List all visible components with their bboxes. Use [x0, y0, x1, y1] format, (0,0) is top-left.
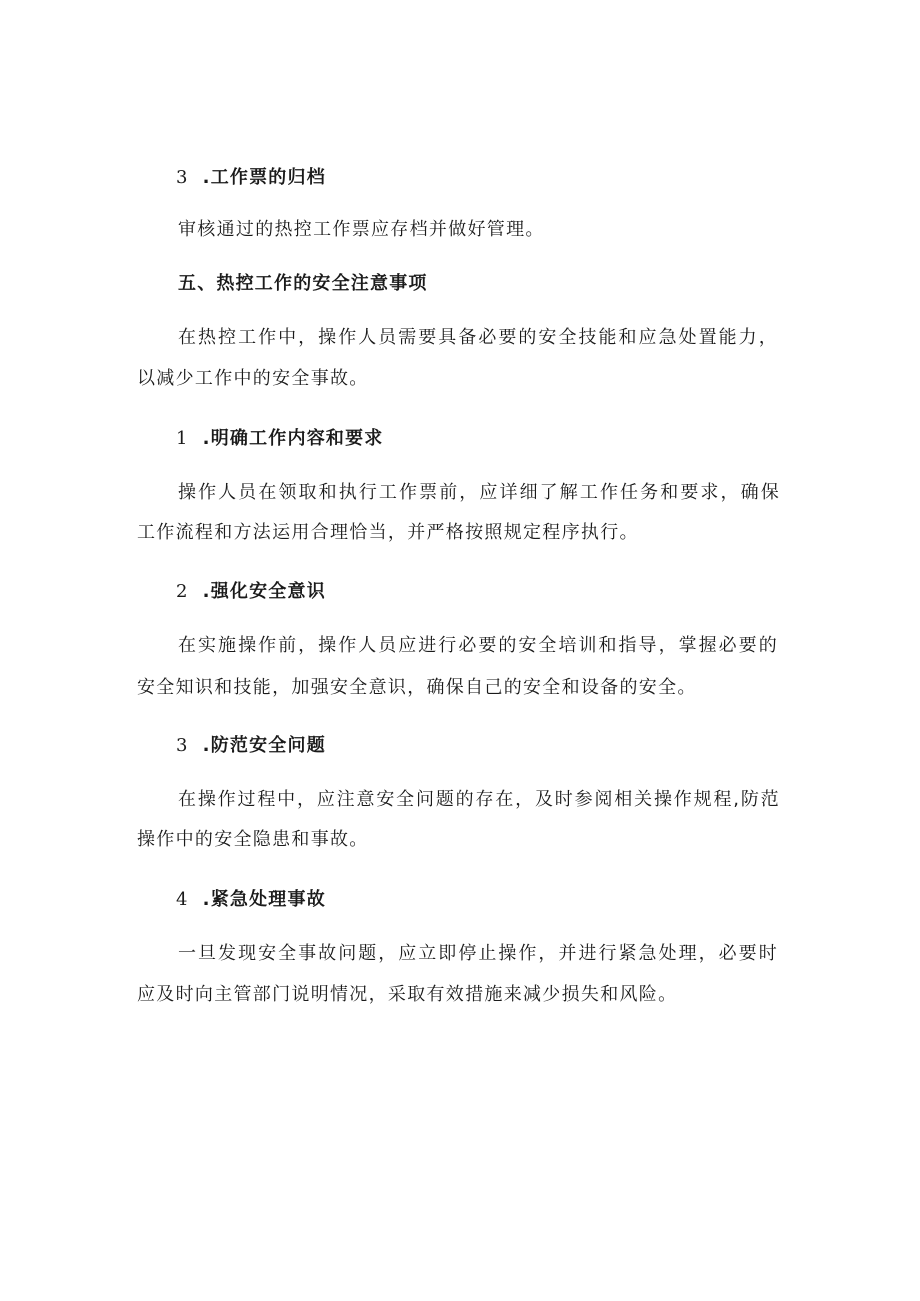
paragraph-clarify-line-2: 工作流程和方法运用合理恰当，并严格按照规定程序执行。 [137, 522, 639, 543]
heading-number: 4 [176, 889, 189, 910]
heading-title: .防范安全问题 [202, 735, 326, 756]
heading-number: 3 [176, 735, 189, 756]
subsection-heading-emergency [176, 887, 326, 913]
section-heading-safety: 五、热控工作的安全注意事项 [178, 273, 428, 294]
subsection-heading-clarify [176, 426, 384, 452]
heading-number: 3 [176, 167, 189, 188]
paragraph-prevention-line-2: 操作中的安全隐患和事故。 [137, 829, 369, 850]
subsection-heading-prevention [176, 733, 326, 759]
paragraph-awareness-line-2: 安全知识和技能，加强安全意识，确保自己的安全和设备的安全。 [137, 677, 697, 698]
heading-number: 1 [176, 428, 189, 449]
paragraph-clarify-line-1: 操作人员在领取和执行工作票前，应详细了解工作任务和要求，确保 [178, 482, 780, 503]
heading-number: 2 [176, 581, 189, 602]
subsection-heading-archive [176, 165, 326, 191]
paragraph-intro-line-2: 以减少工作中的安全事故。 [137, 368, 369, 389]
paragraph-emergency-line-2: 应及时向主管部门说明情况，采取有效措施来减少损失和风险。 [137, 984, 678, 1005]
paragraph-prevention-line-1: 在操作过程中，应注意安全问题的存在，及时参阅相关操作规程,防范 [178, 789, 780, 810]
paragraph-awareness-line-1: 在实施操作前，操作人员应进行必要的安全培训和指导，掌握必要的 [178, 635, 778, 656]
paragraph-archive: 审核通过的热控工作票应存档并做好管理。 [178, 219, 545, 240]
subsection-heading-awareness [176, 579, 326, 605]
paragraph-intro-line-1: 在热控工作中，操作人员需要具备必要的安全技能和应急处置能力， [178, 327, 778, 348]
heading-title: .明确工作内容和要求 [202, 428, 384, 449]
heading-title: .工作票的归档 [202, 167, 326, 188]
heading-title: .紧急处理事故 [202, 889, 326, 910]
paragraph-emergency-line-1: 一旦发现安全事故问题，应立即停止操作，并进行紧急处理，必要时 [178, 943, 778, 964]
heading-title: .强化安全意识 [202, 581, 326, 602]
